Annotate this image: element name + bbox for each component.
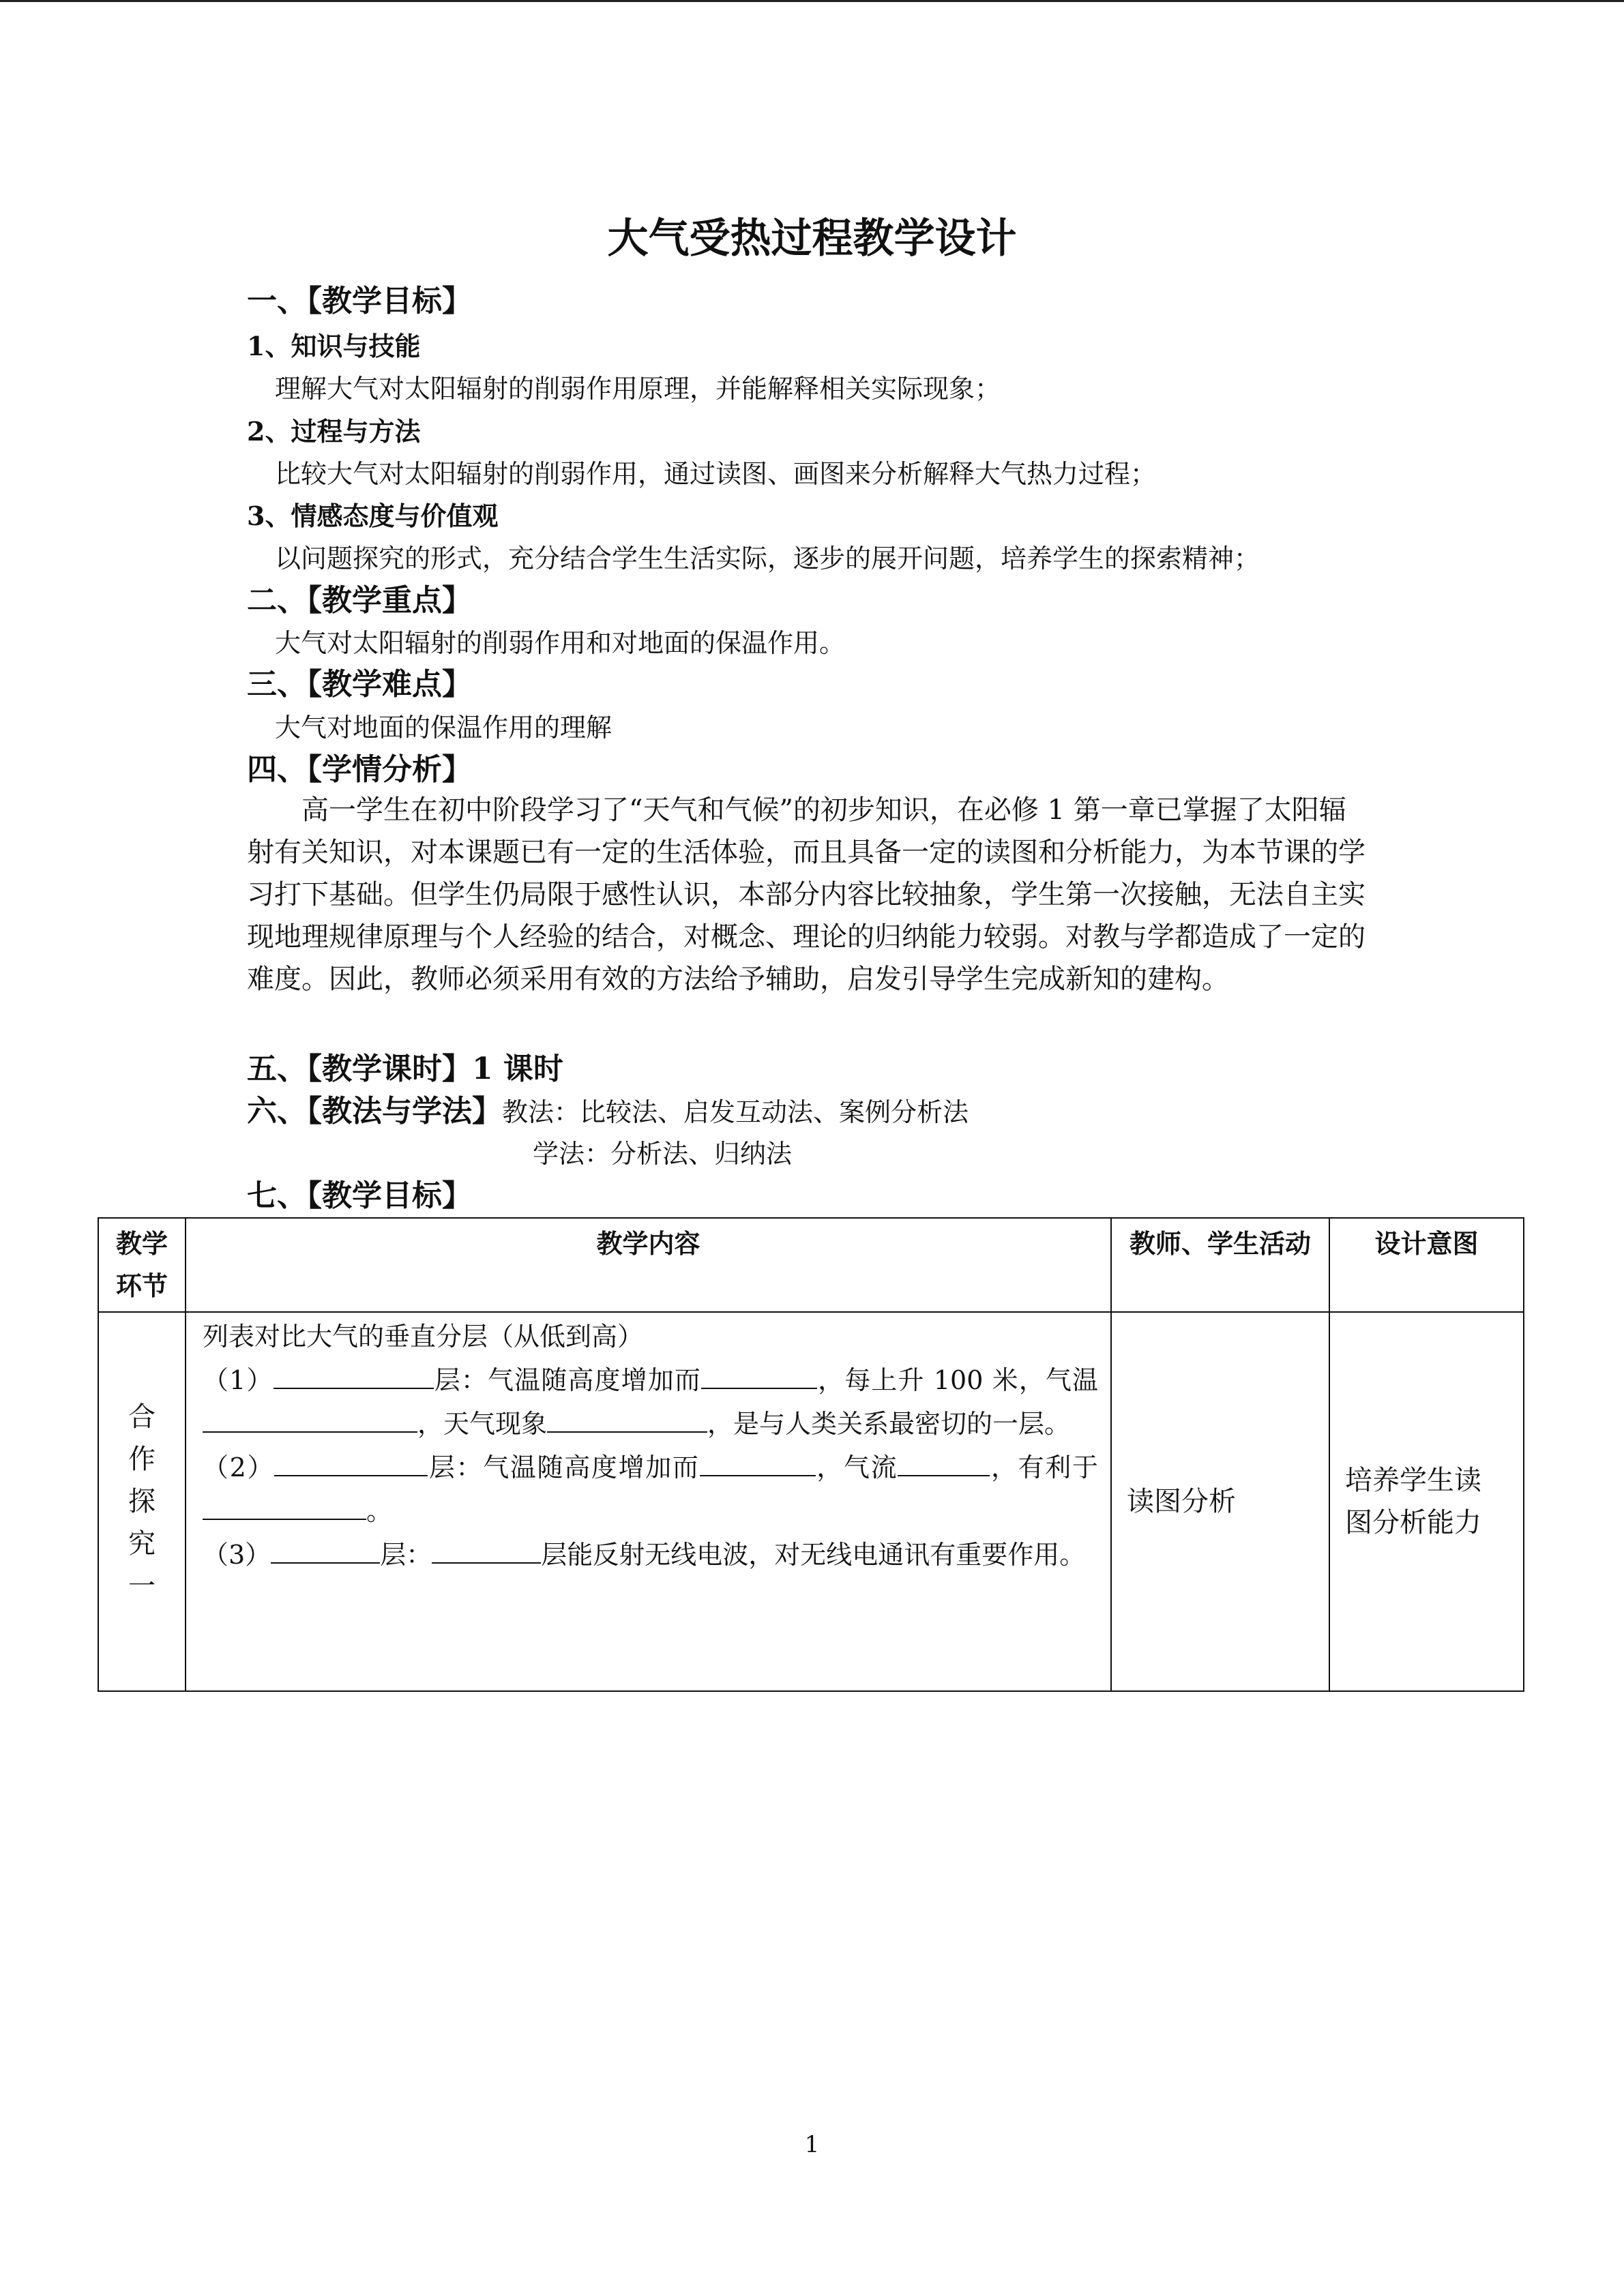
fill-blank (432, 1532, 541, 1564)
item-text: ，气流 (815, 1452, 898, 1482)
fill-blank (203, 1489, 366, 1520)
fill-blank (701, 1358, 817, 1389)
section-1-2-text: 比较大气对太阳辐射的削弱作用，通过读图、画图来分析解释大气热力过程； (275, 459, 1157, 489)
fill-blank (271, 1532, 380, 1564)
item-text: ，是与人类关系最密切的一层。 (707, 1409, 1071, 1439)
item-text: 层能反射无线电波，对无线电通讯有重要作用。 (541, 1540, 1086, 1570)
page-top-border (0, 0, 1624, 2)
header-activity: 教师、学生活动 (1111, 1218, 1329, 1312)
item-text: ，有利于 (990, 1452, 1098, 1482)
item-number: （3） (203, 1540, 271, 1570)
header-stage: 教学环节 (98, 1218, 186, 1312)
stage-char: 合 (128, 1401, 156, 1433)
item-text: 。 (366, 1496, 393, 1526)
table-row (98, 1312, 1524, 1691)
section-1-1-heading: 1、知识与技能 (247, 331, 421, 361)
section-6-heading: 六、【教法与学法】 (247, 1094, 502, 1129)
item-number: （2） (203, 1452, 275, 1482)
intent-cell: 培养学生读图分析能力 (1329, 1312, 1524, 1691)
section-1-3-heading: 3、情感态度与价值观 (247, 501, 499, 531)
header-intent: 设计意图 (1329, 1218, 1524, 1312)
stage-cell (98, 1312, 186, 1691)
stage-char: 探 (128, 1486, 156, 1517)
section-6-line (247, 1090, 969, 1133)
section-2-text: 大气对太阳辐射的削弱作用和对地面的保温作用。 (275, 628, 846, 658)
content-item-2 (203, 1445, 1098, 1532)
fill-blank (700, 1445, 816, 1476)
fill-blank (203, 1401, 417, 1433)
table-header-row (98, 1218, 1524, 1312)
activity-cell: 读图分析 (1111, 1312, 1329, 1691)
fill-blank (898, 1445, 990, 1476)
content-item-1 (203, 1358, 1098, 1445)
section-2-heading: 二、【教学重点】 (247, 583, 472, 618)
item-text: 层：气温随高度增加而 (433, 1365, 701, 1395)
fill-blank (274, 1358, 434, 1389)
section-4-heading: 四、【学情分析】 (247, 752, 472, 787)
page-number: 1 (804, 2131, 820, 2158)
item-text: 层： (380, 1540, 432, 1570)
teaching-methods: 教法：比较法、启发互动法、案例分析法 (502, 1097, 969, 1127)
section-3-text: 大气对地面的保温作用的理解 (275, 713, 612, 743)
header-content: 教学内容 (186, 1218, 1111, 1312)
content-intro: 列表对比大气的垂直分层（从低到高） (203, 1322, 644, 1352)
stage-char: 作 (128, 1444, 156, 1475)
section-5-heading: 五、【教学课时】1 课时 (247, 1052, 563, 1086)
stage-char: 一 (128, 1570, 156, 1602)
item-text: ，天气现象 (417, 1409, 548, 1439)
content-cell (186, 1312, 1111, 1691)
section-3-heading: 三、【教学难点】 (247, 667, 472, 702)
item-text: 层：气温随高度增加而 (428, 1452, 700, 1482)
document-title: 大气受热过程教学设计 (607, 215, 1017, 263)
section-1-heading: 一、【教学目标】 (247, 284, 472, 318)
stage-char: 究 (128, 1528, 156, 1560)
item-number: （1） (203, 1365, 274, 1395)
item-text: ，每上升 100 米，气温 (817, 1365, 1098, 1395)
section-4-paragraph: 高一学生在初中阶段学习了“天气和气候”的初步知识，在必修 1 第一章已掌握了太阳辐射有关知识，对本课题已有一定的生活体验，而且具备一定的读图和分析能力，为本节课的学习打下基础。但学生仍局限于感性认识，本部分内容比较抽象，学生第一次接触，无法自主实现地理规律原理与个人经验的结合，对概念、理论的归纳能力较弱。对教与学都造成了一定的难度。因此，教师必须采用有效的方法给予辅助，启发引导学生完成新知的建构。 (247, 794, 1365, 995)
teaching-process-table (98, 1217, 1524, 1692)
section-7-heading: 七、【教学目标】 (247, 1178, 472, 1213)
fill-blank (547, 1401, 707, 1433)
fill-blank (274, 1445, 428, 1476)
learning-methods: 学法：分析法、归纳法 (533, 1139, 793, 1169)
content-item-3 (203, 1532, 1098, 1576)
section-1-1-text: 理解大气对太阳辐射的削弱作用原理，并能解释相关实际现象； (275, 374, 1001, 404)
section-1-2-heading: 2、过程与方法 (247, 416, 421, 447)
section-1-3-text: 以问题探究的形式，充分结合学生生活实际，逐步的展开问题，培养学生的探索精神； (275, 543, 1260, 573)
